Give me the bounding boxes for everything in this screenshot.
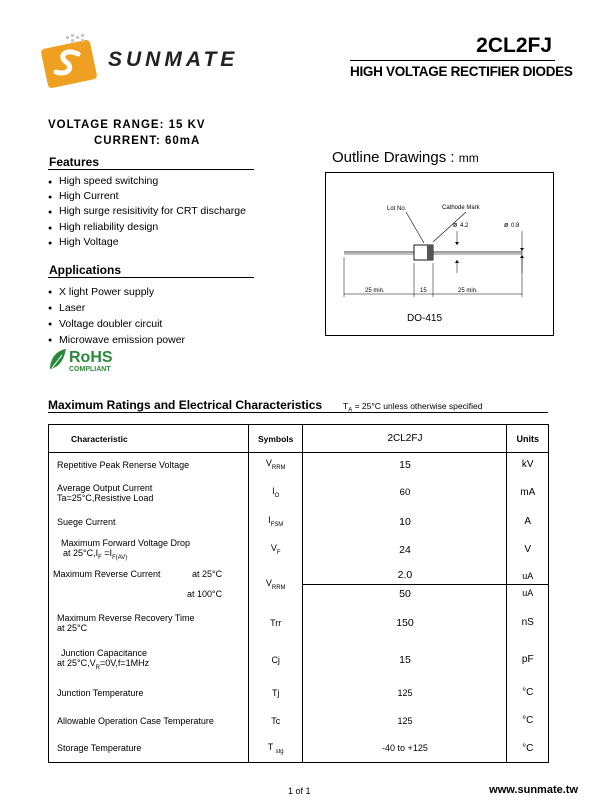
dim-left: 25 min. — [365, 288, 385, 294]
table-row — [49, 641, 549, 679]
lead-diameter: 0.8 — [511, 223, 520, 229]
row-value: 15 — [303, 453, 507, 477]
row-name: Storage Temperature — [49, 735, 249, 763]
row-symbol: Tj — [248, 679, 302, 707]
diode-drawing — [326, 173, 553, 335]
table-row — [49, 605, 549, 641]
table-row — [49, 477, 549, 509]
row-unit: uA uA — [507, 565, 549, 605]
features-divider — [48, 169, 254, 170]
list-item: ● High speed switching — [48, 174, 246, 189]
features-list — [48, 174, 246, 250]
brand-wordmark: SUNMATE — [108, 48, 239, 71]
row-name: Maximum Forward Voltage Drop at $25^\circ C,I_F =I_{F(AV)}$ — [49, 535, 249, 565]
row-value: -40 to +125 — [303, 735, 507, 763]
row-symbol: T $_{stg}$ — [248, 735, 302, 763]
rohs-badge — [48, 347, 122, 378]
row-symbol: $V_F$ — [248, 535, 302, 565]
row-symbol: Cj — [248, 641, 302, 679]
row-symbol: $I_O$ — [248, 477, 302, 509]
row-name: Allowable Operation Case Temperature — [49, 707, 249, 735]
body-diameter: 4.2 — [460, 223, 469, 229]
row-value: 2.0 50 — [303, 565, 507, 605]
row-unit: pF — [507, 641, 549, 679]
outline-title — [332, 149, 479, 166]
row-unit: °C — [507, 707, 549, 735]
row-name: Junction Capacitance at $25^\circ C,V_R=0V,f=1MHz$ — [49, 641, 249, 679]
max-ratings-divider — [48, 412, 548, 413]
row-value: 125 — [303, 679, 507, 707]
product-subtitle: HIGH VOLTAGE RECTIFIER DIODES — [350, 64, 573, 79]
row-name: Repetitive Peak Renerse Voltage — [49, 453, 249, 477]
features-title: Features — [49, 155, 100, 169]
package-label: DO-415 — [407, 313, 443, 324]
row-value: 60 — [303, 477, 507, 509]
rohs-compliant: COMPLIANT — [69, 366, 111, 373]
row-name: Average Output Current Ta=25°C,Resistive Load — [49, 477, 249, 509]
table-row — [49, 535, 549, 565]
row-value: 24 — [303, 535, 507, 565]
row-symbol: Trr — [248, 605, 302, 641]
list-item: ● High surge resisitivity for CRT discharge — [48, 204, 246, 219]
lead-diameter-symbol: ø — [504, 222, 509, 229]
list-item: ● Voltage doubler circuit — [48, 316, 185, 332]
outline-drawing — [325, 172, 554, 336]
body-diameter-symbol: ø — [453, 222, 458, 229]
table-row — [49, 679, 549, 707]
row-unit: mA — [507, 477, 549, 509]
row-unit: A — [507, 509, 549, 535]
table-row — [49, 735, 549, 763]
max-ratings-title: Maximum Ratings and Electrical Characteristics — [48, 398, 323, 412]
row-unit: °C — [507, 679, 549, 707]
list-item: ● Laser — [48, 300, 185, 316]
rohs-leaf-icon — [48, 347, 122, 373]
dim-right: 25 min. — [458, 288, 478, 294]
lot-no-label: Lot No. — [387, 206, 407, 212]
row-name: Maximum Reverse Recovery Time at 25°C — [49, 605, 249, 641]
applications-list — [48, 284, 185, 348]
applications-divider — [48, 277, 254, 278]
table-row — [49, 509, 549, 535]
table-header-row — [49, 425, 549, 453]
row-value: 15 — [303, 641, 507, 679]
list-item: ● High Current — [48, 189, 246, 204]
part-number: 2CL2FJ — [476, 34, 552, 57]
header-units: Units — [507, 425, 549, 453]
max-ratings-note: $T_A = 25^\circ C$ unless otherwise specified — [343, 401, 483, 414]
row-unit: °C — [507, 735, 549, 763]
row-symbol: $V_{RRM}$ — [248, 565, 302, 605]
list-item: ● X light Power supply — [48, 284, 185, 300]
row-unit: kV — [507, 453, 549, 477]
row-symbol: $V_{RRM}$ — [248, 453, 302, 477]
dim-mid: 15 — [420, 288, 427, 294]
cathode-mark-label: Cathode Mark — [442, 205, 480, 211]
header-divider — [350, 60, 555, 61]
row-value: 150 — [303, 605, 507, 641]
list-item: ● High Voltage — [48, 235, 246, 250]
outline-unit: mm — [458, 151, 479, 165]
website-link[interactable]: www.sunmate.tw — [489, 784, 578, 796]
voltage-range: VOLTAGE RANGE: 15 KV — [48, 119, 206, 131]
row-unit: V — [507, 535, 549, 565]
row-unit: nS — [507, 605, 549, 641]
rohs-text: RoHS — [69, 349, 113, 366]
row-value: 125 — [303, 707, 507, 735]
page-number: 1 of 1 — [288, 786, 311, 796]
applications-title: Applications — [49, 263, 122, 277]
row-symbol: $I_{FSM}$ — [248, 509, 302, 535]
current-rating: CURRENT: 60mA — [94, 135, 201, 147]
table-row — [49, 453, 549, 477]
list-item: ● High reliability design — [48, 220, 246, 235]
outline-title-text: Outline Drawings : — [332, 149, 455, 166]
ratings-table — [48, 424, 549, 763]
header-value: 2CL2FJ — [303, 425, 507, 453]
table-row — [49, 707, 549, 735]
row-name: Maximum Reverse Current at 25°C at 100°C — [49, 565, 249, 605]
row-value: 10 — [303, 509, 507, 535]
list-item: ● Microwave emission power — [48, 332, 185, 348]
cathode-band — [427, 245, 433, 260]
header-characteristic: Characteristic — [49, 425, 249, 453]
table-row — [49, 565, 549, 605]
header-symbols: Symbols — [248, 425, 302, 453]
row-name: Suege Current — [49, 509, 249, 535]
row-symbol: Tc — [248, 707, 302, 735]
row-name: Junction Temperature — [49, 679, 249, 707]
